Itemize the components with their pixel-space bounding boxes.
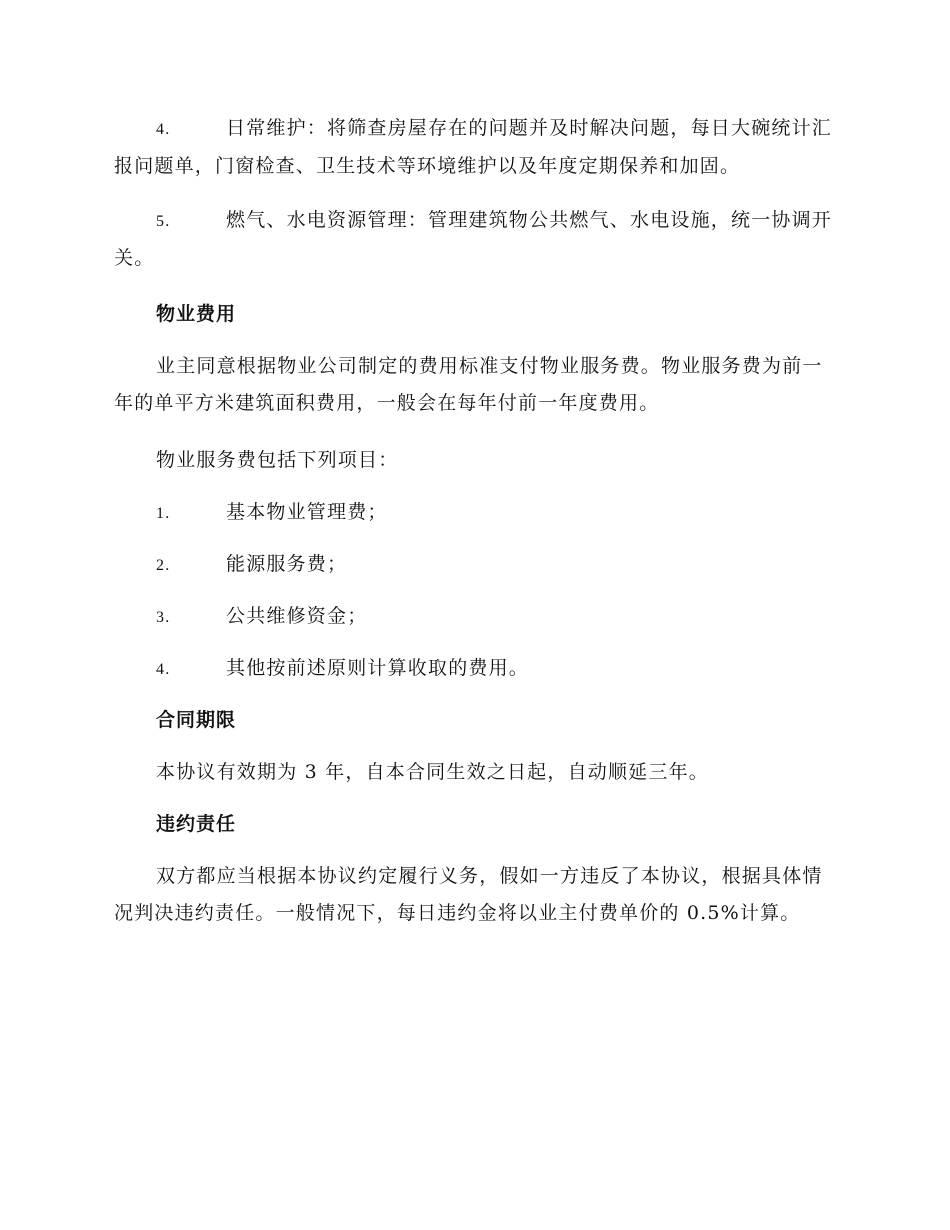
list-number: 5. bbox=[156, 213, 171, 230]
list-item-fee-3 bbox=[156, 598, 367, 636]
list-text: 日常维护：将筛查房屋存在的问题并及时解决问题，每日大碗统计汇报问题单，门窗检查、卫生技术等环境维护以及年度定期保养和加固。 bbox=[114, 117, 833, 177]
list-number: 4. bbox=[156, 121, 171, 138]
list-text: 基本物业管理费； bbox=[226, 501, 388, 523]
list-item-utilities bbox=[114, 202, 834, 277]
list-item-maintenance bbox=[114, 110, 834, 185]
list-text: 燃气、水电资源管理：管理建筑物公共燃气、水电设施，统一协调开关。 bbox=[114, 209, 833, 269]
section-heading-fees: 物业费用 bbox=[156, 303, 237, 325]
section-heading-term: 合同期限 bbox=[156, 709, 237, 731]
list-text: 其他按前述原则计算收取的费用。 bbox=[226, 657, 530, 679]
list-number: 3. bbox=[156, 609, 171, 626]
list-item-fee-4 bbox=[156, 650, 529, 688]
paragraph-breach: 双方都应当根据本协议约定履行义务，假如一方违反了本协议，根据具体情况判决违约责任。一般情况下，每日违约金将以业主付费单价的 0.5%计算。 bbox=[114, 865, 823, 924]
paragraph-fees-standard: 业主同意根据物业公司制定的费用标准支付物业服务费。物业服务费为前一年的单平方米建筑面积费用，一般会在每年付前一年度费用。 bbox=[114, 355, 823, 414]
list-number: 1. bbox=[156, 505, 171, 522]
list-number: 2. bbox=[156, 557, 171, 574]
paragraph-fees-items-intro: 物业服务费包括下列项目： bbox=[156, 449, 399, 471]
list-item-fee-1 bbox=[156, 494, 388, 532]
paragraph-term: 本协议有效期为 3 年，自本合同生效之日起，自动顺延三年。 bbox=[156, 761, 709, 783]
section-heading-breach: 违约责任 bbox=[156, 813, 237, 835]
list-number: 4. bbox=[156, 661, 171, 678]
list-text: 能源服务费； bbox=[226, 553, 348, 575]
list-text: 公共维修资金； bbox=[226, 605, 368, 627]
list-item-fee-2 bbox=[156, 546, 347, 584]
